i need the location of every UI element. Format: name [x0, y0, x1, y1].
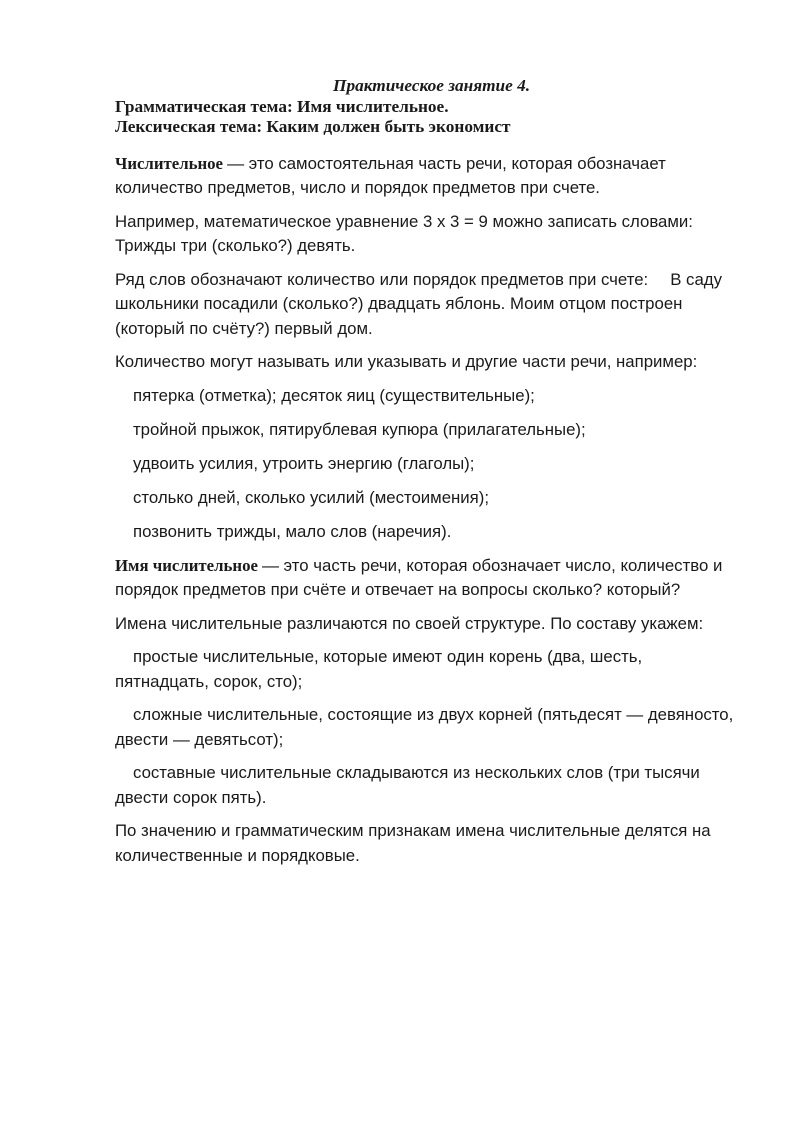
- document-header: [115, 76, 740, 138]
- grammar-topic: Грамматическая тема: Имя числительное.: [115, 96, 449, 116]
- example-item: пятерка (отметка); десяток яиц (существительные);: [133, 385, 535, 405]
- structure-item: сложные числительные, состоящие из двух корней (пятьдесят — девяносто, двести — девятьсот);: [115, 705, 734, 749]
- lexical-topic: Лексическая тема: Каким должен быть экономист: [115, 117, 511, 136]
- numeral-definition-paragraph: [115, 554, 740, 603]
- example-equation-paragraph: Например, математическое уравнение 3 х 3 = 9 можно записать словами: Трижды три (сколько?) девять.: [115, 211, 693, 255]
- counting-paragraph: [115, 268, 740, 342]
- classification-paragraph: По значению и грамматическим признакам имена числительные делятся на количественные и порядковые.: [115, 821, 711, 865]
- definition-paragraph: [115, 152, 740, 201]
- counting-examples: В саду школьники посадили (сколько?) двадцать яблонь. Моим отцом построен (который по счёту?) первый дом.: [115, 269, 722, 338]
- numeral-name-term: Имя числительное —: [115, 555, 279, 575]
- example-item: удвоить усилия, утроить энергию (глаголы);: [133, 453, 475, 473]
- numeral-term: Числительное —: [115, 153, 244, 173]
- lesson-title: Практическое занятие 4.: [333, 76, 531, 95]
- structure-intro-paragraph: Имена числительные различаются по своей структуре. По составу укажем:: [115, 613, 704, 633]
- numeral-definition-text: это часть речи, которая обозначает число, количество и порядок предметов при счёте и отвечает на вопросы сколько? который?: [115, 555, 723, 599]
- counting-intro: Ряд слов обозначают количество или порядок предметов при счете:: [115, 269, 649, 289]
- other-parts-paragraph: Количество могут называть или указывать и другие части речи, например:: [115, 352, 698, 371]
- example-item: позвонить трижды, мало слов (наречия).: [133, 521, 452, 541]
- structure-item: составные числительные складываются из нескольких слов (три тысячи двести сорок пять).: [115, 763, 700, 807]
- definition-text: это самостоятельная часть речи, которая обозначает количество предметов, число и порядок предметов при счете.: [115, 153, 666, 197]
- structure-item: простые числительные, которые имеют один корень (два, шесть, пятнадцать, сорок, сто);: [115, 647, 643, 691]
- example-item: тройной прыжок, пятирублевая купюра (прилагательные);: [133, 419, 586, 439]
- document-page: [115, 76, 740, 877]
- example-item: столько дней, сколько усилий (местоимения);: [133, 487, 490, 507]
